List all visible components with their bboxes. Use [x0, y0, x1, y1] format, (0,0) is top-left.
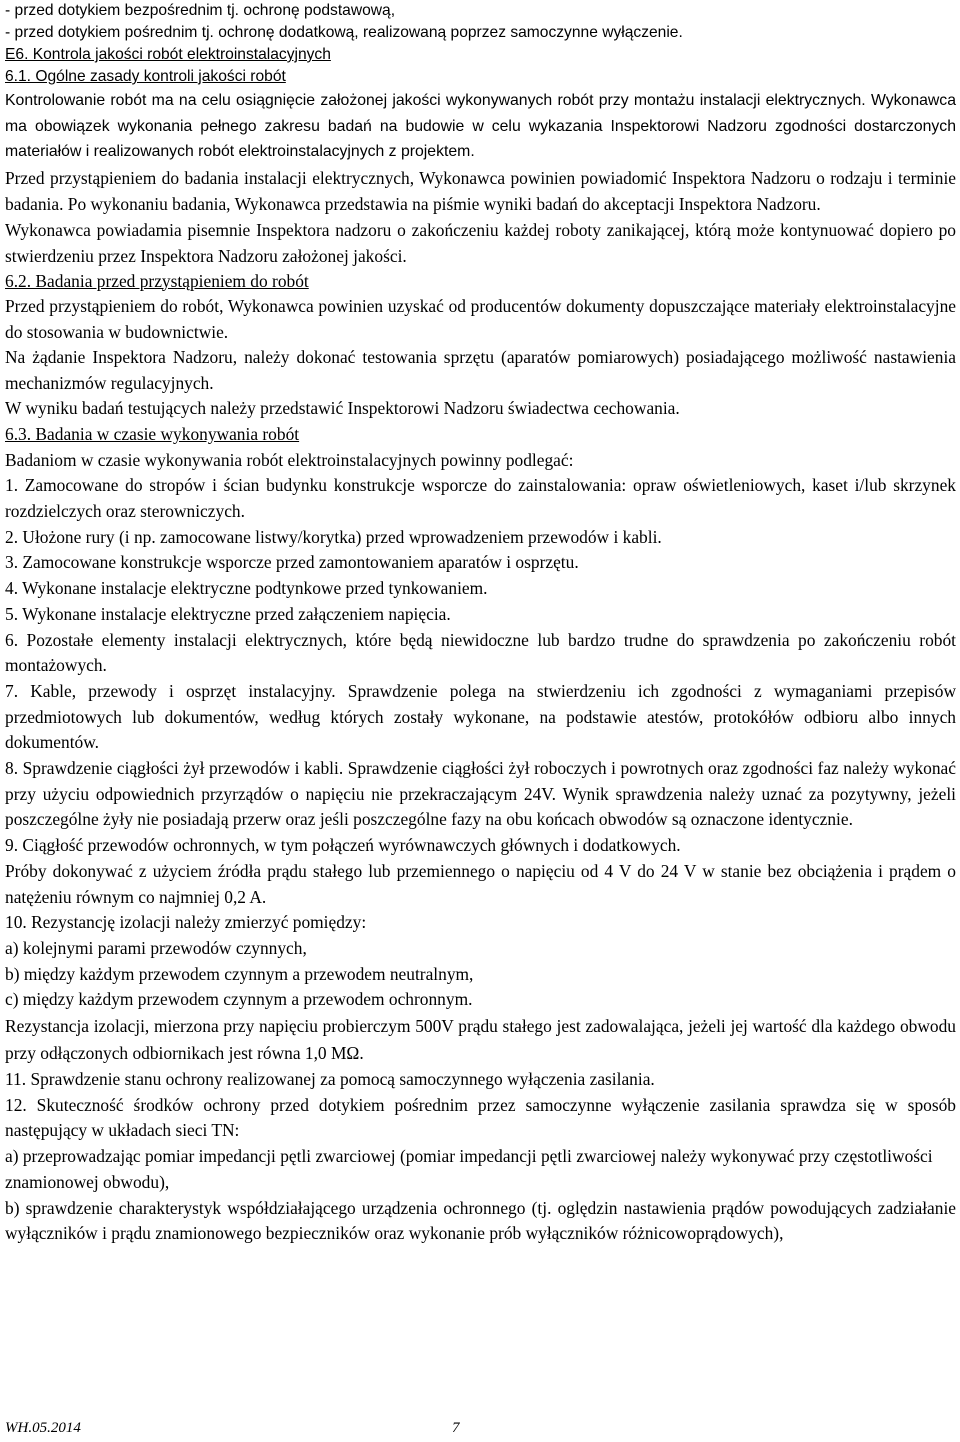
sublist-item-protective-device: b) sprawdzenie charakterystyk współdziałającego urządzenia ochronnego (tj. oględzin nastawienia prądów powodujących zadziałanie wyłączników i prądu znamionowego bezpieczników oraz wykonanie prób wyłączników różnicowoprądowych), [5, 1197, 956, 1244]
bullet-additional-protection: - przed dotykiem pośrednim tj. ochronę dodatkową, realizowaną poprzez samoczynne wyłączenie. [5, 24, 683, 41]
list-item-9: 9. Ciągłość przewodów ochronnych, w tym połączeń wyrównawczych głównych i dodatkowych. [5, 835, 681, 856]
document-page [5, 0, 956, 1247]
section-heading-e6: E6. Kontrola jakości robót elektroinstalacyjnych [5, 46, 331, 63]
list-item-1: 1. Zamocowane do stropów i ścian budynku konstrukcje wsporcze do zainstalowania: opraw oświetleniowych, kaset i/lub skrzynek rozdzielczych oraz sterowniczych. [5, 475, 956, 522]
section-heading-6-3: 6.3. Badania w czasie wykonywania robót [5, 423, 300, 444]
list-item-11: 11. Sprawdzenie stanu ochrony realizowanej za pomocą samoczynnego wyłączenia zasilania. [5, 1069, 655, 1090]
sublist-item-loop-impedance: a) przeprowadzając pomiar impedancji pętli zwarciowej (pomiar impedancji pętli zwarciowej należy wykonywać przy częstotliwości znamionowej obwodu), [5, 1146, 933, 1192]
paragraph-test-source: Próby dokonywać z użyciem źródła prądu stałego lub przemiennego o napięciu od 4 V do 24 V w stanie bez obciążenia i prądem o natężeniu równym co najmniej 0,2 A. [5, 860, 956, 907]
section-heading-6-1: 6.1. Ogólne zasady kontroli jakości robót [5, 68, 286, 85]
list-item-12: 12. Skuteczność środków ochrony przed dotykiem pośrednim przez samoczynne wyłączenie zasilania sprawdza się w sposób następujący w układach sieci TN: [5, 1094, 956, 1141]
paragraph-insulation-resistance: Rezystancja izolacji, mierzona przy napięciu probierczym 500V prądu stałego jest zadowalająca, jeżeli jej wartość dla każdego obwodu przy odłączonych odbiornikach jest równa 1,0 MΩ. [5, 1016, 956, 1064]
paragraph-equipment-testing: Na żądanie Inspektora Nadzoru, należy dokonać testowania sprzętu (aparatów pomiarowych) posiadającego możliwość nastawienia mechanizmów regulacyjnych. [5, 347, 956, 393]
sublist-item-b: b) między każdym przewodem czynnym a przewodem neutralnym, [5, 963, 474, 984]
paragraph-hidden-works: Wykonawca powiadamia pisemnie Inspektora nadzoru o zakończeniu każdej roboty zanikającej, którą może kontynuować dopiero po stwierdzeniu przez Inspektora Nadzoru założonej jakości. [5, 219, 956, 266]
list-item-10: 10. Rezystancję izolacji należy zmierzyć pomiędzy: [5, 912, 367, 933]
footer-date-code: WH.05.2014 [5, 1420, 81, 1436]
list-item-6: 6. Pozostałe elementy instalacji elektrycznych, które będą niewidoczne lub bardzo trudne do sprawdzenia po zakończeniu robót montażowych. [5, 629, 956, 676]
paragraph-before-testing: Przed przystąpieniem do badania instalacji elektrycznych, Wykonawca powinien powiadomić Inspektora Nadzoru o rodzaju i terminie badania. Po wykonaniu badania, Wykonawca przedstawia na piśmie wyniki badań do akceptacji Inspektora Nadzoru. [5, 167, 956, 214]
sublist-item-a: a) kolejnymi parami przewodów czynnych, [5, 937, 307, 958]
section-heading-6-2: 6.2. Badania przed przystąpieniem do robót [5, 270, 309, 291]
page-number: 7 [452, 1420, 460, 1436]
list-item-2: 2. Ułożone rury (i np. zamocowane listwy/korytka) przed wprowadzeniem przewodów i kabli. [5, 526, 662, 547]
paragraph-tests-during-works: Badaniom w czasie wykonywania robót elektroinstalacyjnych powinny podlegać: [5, 449, 574, 470]
paragraph-documents: Przed przystąpieniem do robót, Wykonawca powinien uzyskać od producentów dokumenty dopuszczające materiały elektroinstalacyjne do stosowania w budownictwie. [5, 296, 956, 342]
sublist-item-c: c) między każdym przewodem czynnym a przewodem ochronnym. [5, 989, 473, 1010]
paragraph-control-intro: Kontrolowanie robót ma na celu osiągnięcie założonej jakości wykonywanych robót przy montażu instalacji elektrycznych. Wykonawca ma obowiązek wykonania pełnego zakresu badań na budowie w celu wykazania Inspektorowi Nadzoru zgodności dostarczonych materiałów i realizowanych robót elektroinstalacyjnych z projektem. [5, 92, 956, 160]
list-item-4: 4. Wykonane instalacje elektryczne podtynkowe przed tynkowaniem. [5, 578, 488, 599]
list-item-8: 8. Sprawdzenie ciągłości żył przewodów i kabli. Sprawdzenie ciągłości żył roboczych i powrotnych oraz zgodności faz należy wykonać przy użyciu odpowiednich przyrządów o napięciu nie przekraczającym 24V. Wynik sprawdzenia należy uznać za pozytywny, jeżeli poszczególne żyły nie posiadają przerw oraz jeśli poszczególne fazy na obu końcach obwodów są oznaczone identycznie. [5, 758, 956, 830]
list-item-5: 5. Wykonane instalacje elektryczne przed załączeniem napięcia. [5, 603, 451, 624]
list-item-7: 7. Kable, przewody i osprzęt instalacyjny. Sprawdzenie polega na stwierdzeniu ich zgodności z wymaganiami przepisów przedmiotowych lub dokumentów, według których zostały wykonane, na podstawie atestów, protokółów odbioru albo innych dokumentów. [5, 680, 956, 753]
paragraph-calibration: W wyniku badań testujących należy przedstawić Inspektorowi Nadzoru świadectwa cechowania. [5, 398, 680, 419]
bullet-basic-protection: - przed dotykiem bezpośrednim tj. ochronę podstawową, [5, 2, 396, 19]
list-item-3: 3. Zamocowane konstrukcje wsporcze przed zamontowaniem aparatów i osprzętu. [5, 552, 579, 573]
